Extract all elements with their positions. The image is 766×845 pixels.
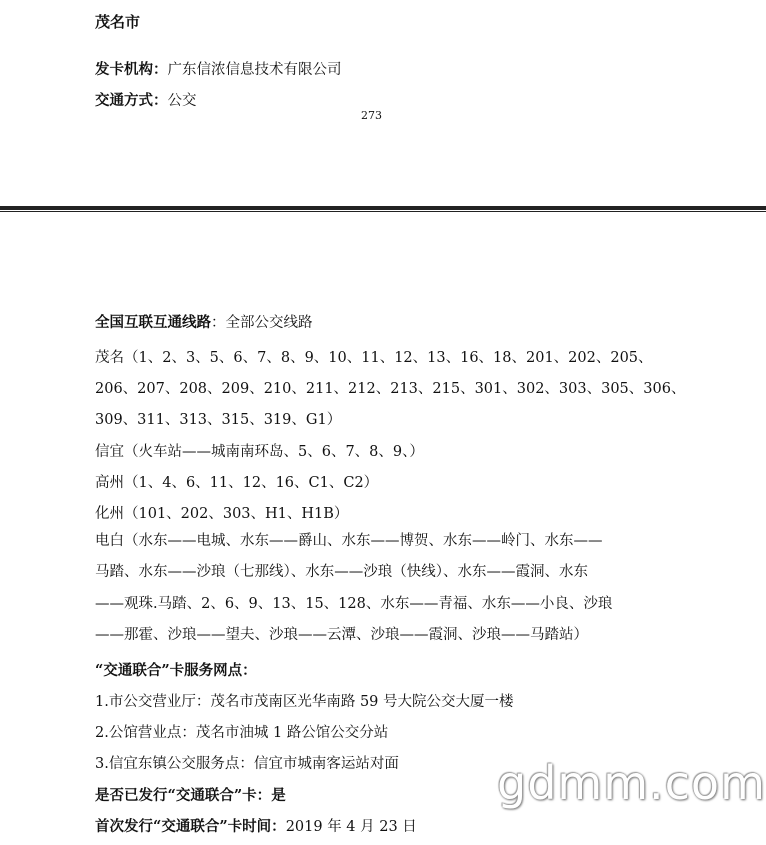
- route-line: 茂名（1、2、3、5、6、7、8、9、10、11、12、13、16、18、201、202、205、: [95, 350, 653, 366]
- route-line: 化州（101、202、303、H1、H1B）: [95, 506, 349, 522]
- issuer-row: [95, 58, 342, 79]
- route-line: 高州（1、4、6、11、12、16、C1、C2）: [95, 475, 379, 491]
- route-line: 309、311、313、315、319、G1）: [95, 412, 342, 428]
- first-issue-value: 2019 年 4 月 23 日: [285, 819, 417, 835]
- service-title: “交通联合”卡服务网点：: [95, 662, 257, 679]
- first-issue-row: [95, 815, 417, 836]
- issuer-label: 发卡机构：: [95, 61, 168, 78]
- route-line: 马踏、水东——沙琅（七那线）、水东——沙琅（快线）、水东——霞洞、水东: [95, 564, 588, 580]
- city-title: 茂名市: [95, 13, 141, 31]
- transport-row: [95, 89, 197, 110]
- routes-row: [95, 311, 313, 332]
- issued-row: [95, 784, 286, 805]
- page-break-rule-thin: [0, 211, 766, 212]
- route-line: 电白（水东——电城、水东——爵山、水东——博贺、水东——岭门、水东——: [95, 533, 603, 549]
- routes-value: ：全部公交线路: [211, 315, 313, 331]
- issued-value: 是: [271, 787, 286, 804]
- first-issue-label: 首次发行“交通联合”卡时间：: [95, 818, 286, 835]
- page-number: 273: [361, 109, 382, 122]
- issuer-value: 广东信浓信息技术有限公司: [167, 62, 342, 78]
- issued-label: 是否已发行“交通联合”卡：: [95, 787, 272, 804]
- page-break-rule-thick: [0, 206, 766, 210]
- route-line: 信宜（火车站——城南南环岛、5、6、7、8、9、）: [95, 444, 424, 460]
- watermark: gdmm.com: [497, 756, 766, 810]
- transport-value: 公交: [167, 93, 197, 109]
- routes-label: 全国互联互通线路: [95, 314, 211, 331]
- service-point: 2.公馆营业点：茂名市油城 1 路公馆公交分站: [95, 725, 389, 741]
- service-point: 3.信宜东镇公交服务点：信宜市城南客运站对面: [95, 756, 399, 772]
- route-line: ——那霍、沙琅——望夫、沙琅——云潭、沙琅——霞洞、沙琅——马踏站）: [95, 627, 588, 643]
- transport-label: 交通方式：: [95, 92, 168, 109]
- service-point: 1.市公交营业厅：茂名市茂南区光华南路 59 号大院公交大厦一楼: [95, 694, 514, 710]
- route-line: ——观珠.马踏、2、6、9、13、15、128、水东——青福、水东——小良、沙琅: [95, 596, 613, 612]
- route-line: 206、207、208、209、210、211、212、213、215、301、302、303、305、306、: [95, 381, 686, 397]
